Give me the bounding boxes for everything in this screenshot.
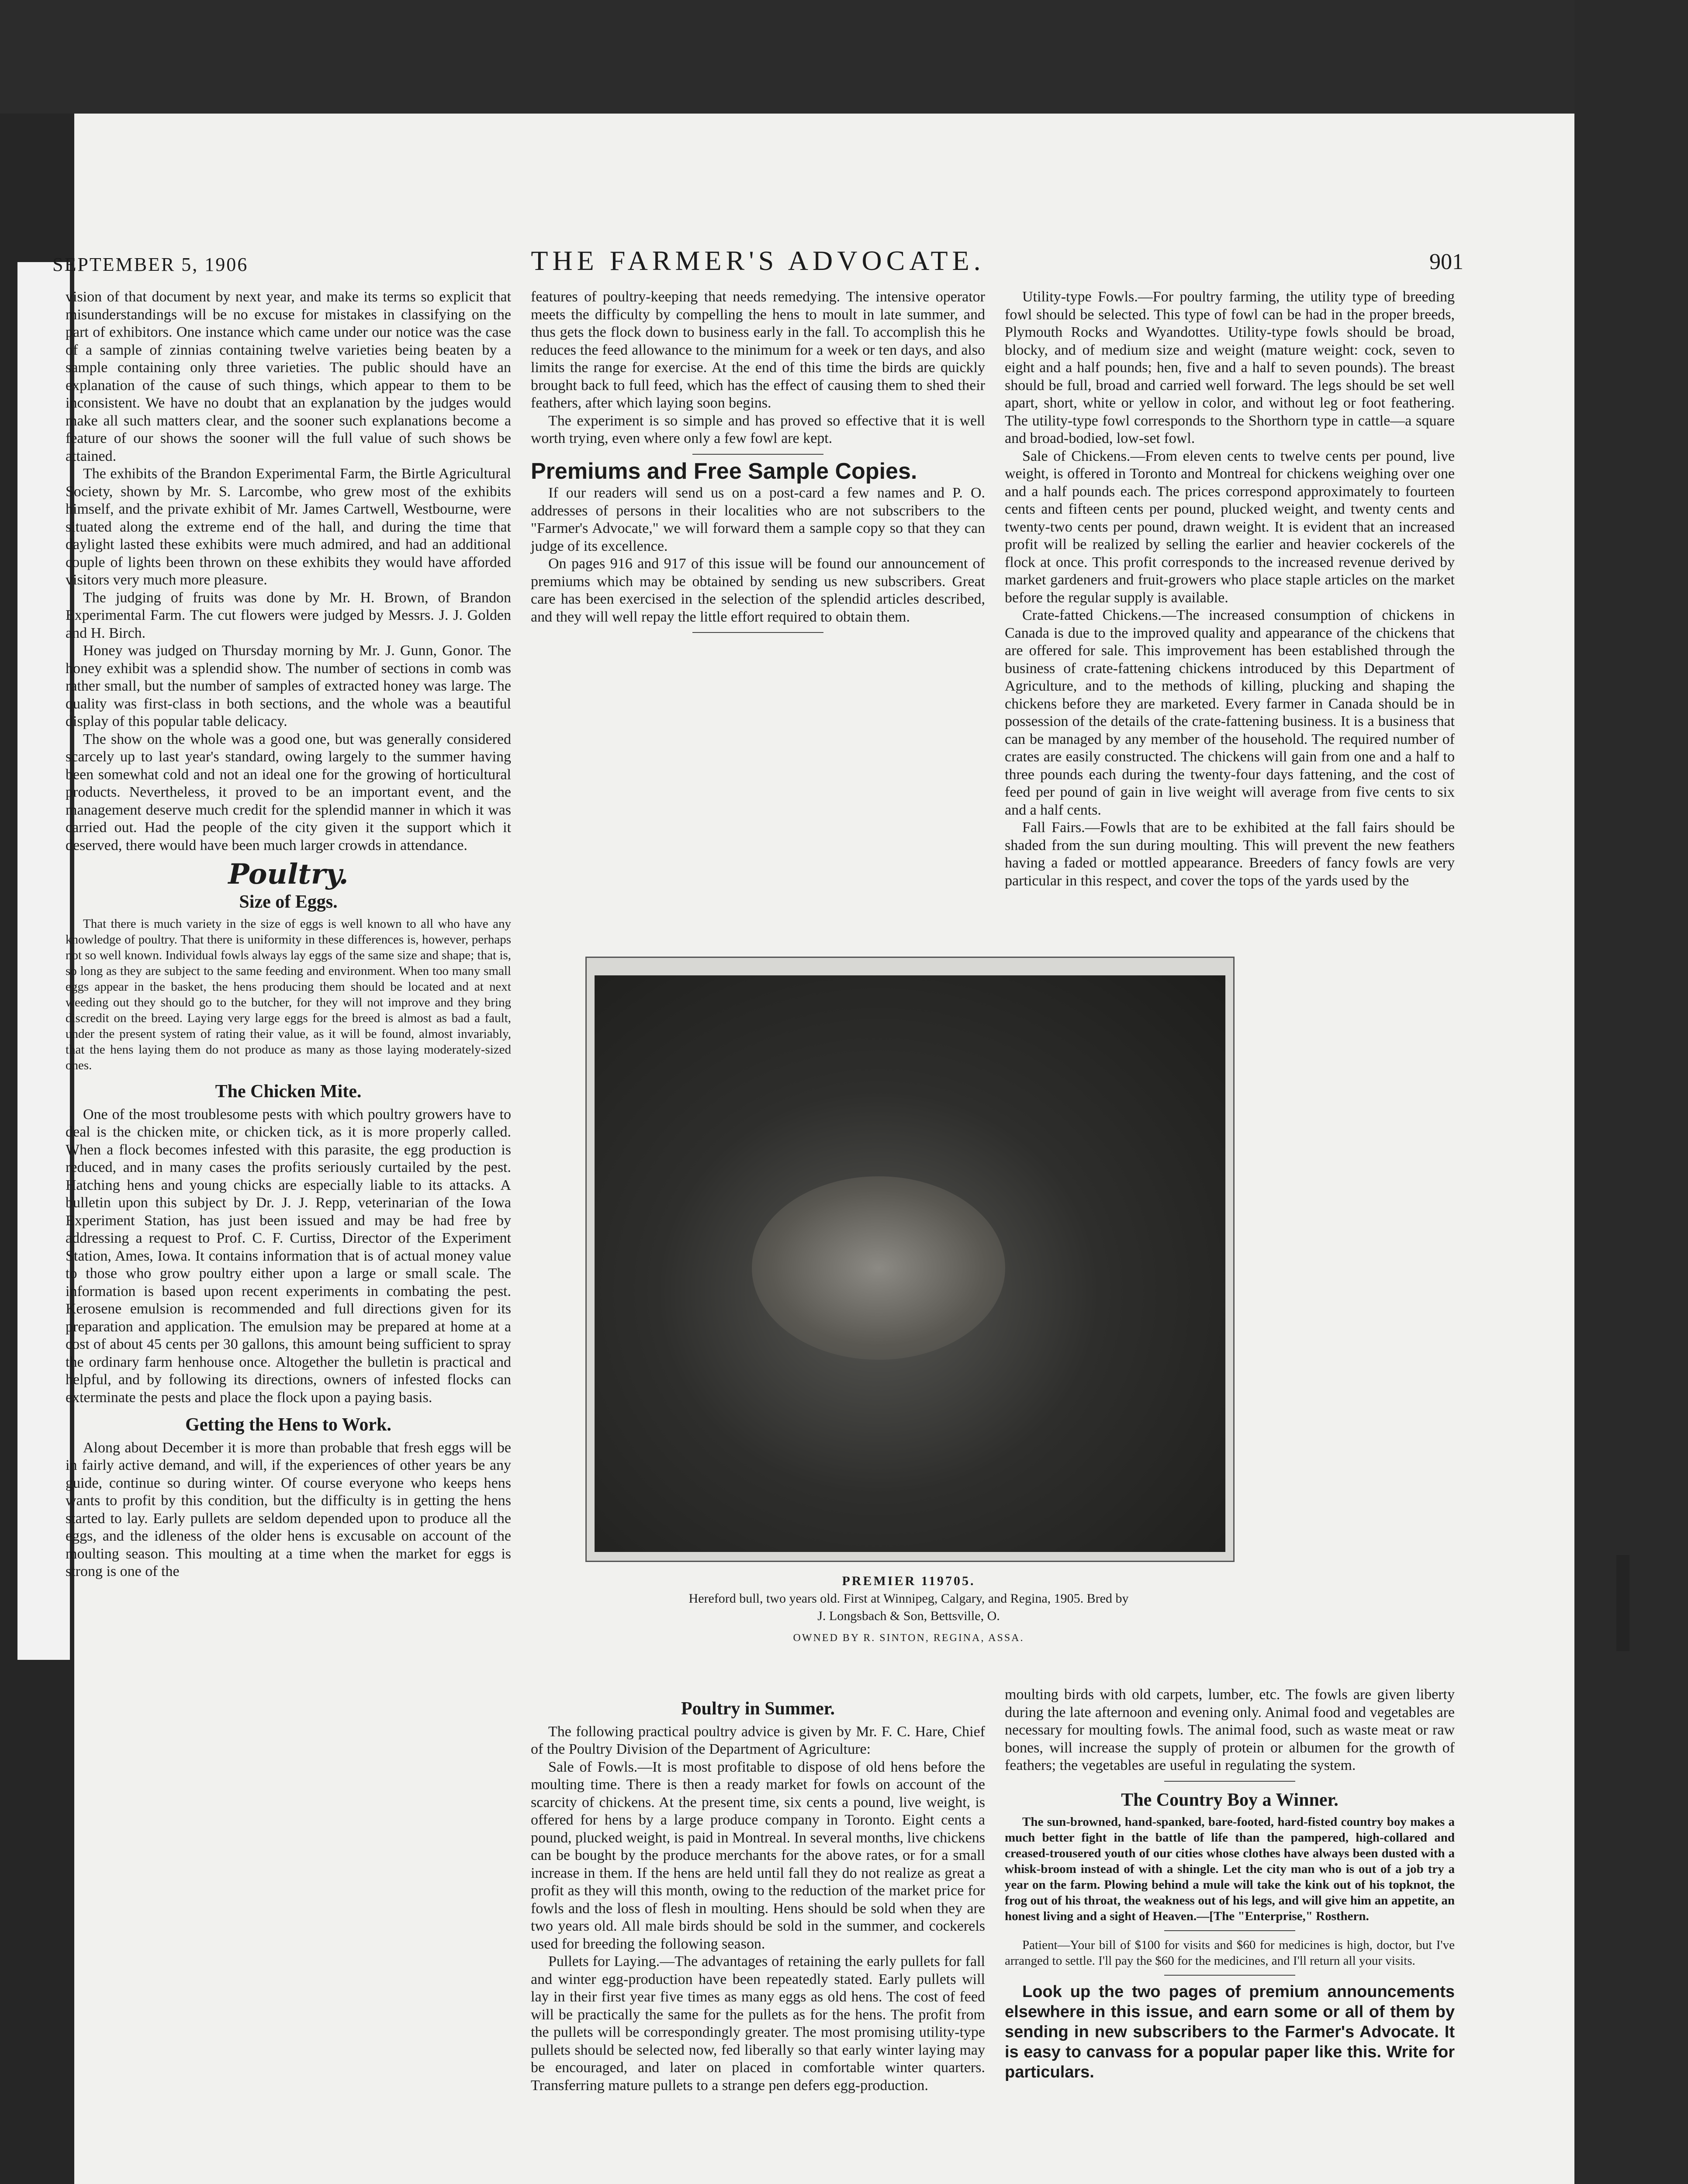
premiums-heading: Premiums and Free Sample Copies. — [531, 458, 917, 484]
article-paragraph: Sale of Chickens.—From eleven cents to twelve cents per pound, live weight, is offered in Toronto and Montreal for chickens weighing over one and a half pounds each. The prices correspond approximately to fourteen cents and fifteen cents per pound, plucked weight, and twenty cents and twenty-two cents per pound, drawn weight. It is evident that an increased profit will be realized by selling the earlier and heavier cockerels of the flock at once. This profit corresponds to the increased revenue derived by market gardeners and fruit-growers who place staple articles on the market before the regular supply is available. — [1005, 448, 1455, 606]
chicken-mite-text: One of the most troublesome pests with which poultry growers have to deal is the chicken mite, or chicken tick, as it is more properly called. When a flock becomes infested with this parasite, the egg production is reduced, and in many cases the profits seriously curtailed by the pest. Hatching hens and young chicks are especially liable to its attacks. A bulletin upon this subject by Dr. J. J. Repp, veterinarian of the Iowa Experiment Station, has just been issued and may be had free by addressing a request to Prof. C. F. Curtiss, Director of the Experiment Station, Ames, Iowa. It contains information that is of actual money value to those who grow poultry either upon a large or small scale. The information is based upon recent experiments in combating the pest. Kerosene emulsion is recommended and full directions given for its preparation and application. The emulsion may be prepared at home at a cost of about 45 cents per 30 gallons, this amount being sufficient to spray the ordinary farm henhouse once. Altogether the bulletin is practical and helpful, and by following its directions, owners of infested flocks can exterminate the pests and place the flock upon a paying basis. — [66, 1106, 511, 1406]
hens-to-work-heading: Getting the Hens to Work. — [185, 1415, 391, 1435]
hereford-bull-figure — [752, 1176, 1005, 1360]
article-paragraph: features of poultry-keeping that needs remedying. The intensive operator meets the difficulty by compelling the hens to moult in late summer, and thus gets the flock down to business early in the fall. To accomplish this he reduces the feed allowance to the minimum for a week or ten days, and also limits the range for exercise. At the end of this time the birds are quickly brought back to full feed, which has the effect of causing them to shed their feathers, after which laying soon begins. — [531, 289, 985, 411]
premiums-paragraph: If our readers will send us on a post-card a few names and P. O. addresses of persons in their localities who are not subscribers to the "Farmer's Advocate," we will forward them a sample copy so that they can judge of its excellence. — [531, 485, 985, 554]
page-number: 901 — [1429, 249, 1463, 274]
photo-title: PREMIER 119705. — [842, 1574, 975, 1588]
previous-page-sliver — [17, 262, 70, 1660]
premium-ad: Look up the two pages of premium announcements elsewhere in this issue, and earn some or all of them by sending in new subscribers to the Farmer's Advocate. It is easy to canvass for a popular paper like this. Write for particulars. — [1005, 1983, 1455, 2081]
patient-joke: Patient—Your bill of $100 for visits and $60 for medicines is high, doctor, but I've arranged to settle. I'll pay the $60 for the medicines, and I'll return all your visits. — [1005, 1938, 1455, 1968]
hens-to-work-text: Along about December it is more than probable that fresh eggs will be in fairly active demand, and will, if the experiences of other years be any guide, continue so during winter. Of course everyone who keeps hens wants to profit by this condition, but the difficulty is in getting the hens started to lay. Early pullets are seldom depended upon to produce all the eggs, and the idleness of the older hens is excusable on account of the moulting season. This moulting at a time when the market for eggs is strong is one of the — [66, 1439, 511, 1579]
article-paragraph: Sale of Fowls.—It is most profitable to dispose of old hens before the moulting time. There is then a ready market for fowls on account of the scarcity of chickens. At the present time, six cents a pound, live weight, is offered for hens by a large produce company in Toronto. Eight cents a pound, plucked weight, is paid in Montreal. In several months, live chickens can be bought by the produce merchants for the above rates, or for a small increase in them. If the hens are held until fall they do not realize as great a profit as they will this month, owing to the reduction of the market price for fowls and the loss of flesh in moulting. Hens should be sold when they are two years old. All male birds should be sold in the summer, and cockerels used for breeding the following season. — [531, 1759, 985, 1952]
caption-line: Hereford bull, two years old. First at Winnipeg, Calgary, and Regina, 1905. Bred by — [688, 1591, 1129, 1606]
divider — [1164, 1975, 1295, 1976]
poultry-section-heading: Poultry. — [228, 858, 349, 891]
divider — [692, 632, 823, 633]
article-paragraph: The following practical poultry advice is given by Mr. F. C. Hare, Chief of the Poultry Division of the Department of Agriculture: — [531, 1723, 985, 1757]
issue-date: SEPTEMBER 5, 1906 — [52, 254, 249, 275]
premiums-paragraph: On pages 916 and 917 of this issue will be found our announcement of premiums which may be obtained by sending us new subscribers. Great care has been exercised in the selection of the splendid articles described, and they will well repay the little effort required to obtain them. — [531, 556, 985, 625]
article-paragraph: Utility-type Fowls.—For poultry farming, the utility type of breeding fowl should be selected. This type of fowl can be had in the proper breeds, Plymouth Rocks and Wyandottes. Utility-type fowls should be broad, blocky, and of medium size and weight (mature weight: cock, seven to eight and a half pounds; hen, five and a half to seven pounds). The breast should be full, broad and carried well forward. The legs should be set well apart, short, white or yellow in color, and without leg or foot feathering. The utility-type fowl corresponds to the Shorthorn type in cattle—a square and broad-bodied, low-set fowl. — [1005, 289, 1455, 446]
bull-photograph-frame — [585, 957, 1235, 1562]
chicken-mite-heading: The Chicken Mite. — [215, 1082, 362, 1102]
publication-title: THE FARMER'S ADVOCATE. — [531, 245, 985, 276]
article-paragraph: The experiment is so simple and has proved so effective that it is well worth trying, even where only a few fowl are kept. — [531, 412, 985, 446]
column-right-bottom — [1005, 1686, 1455, 2082]
divider — [1164, 1930, 1295, 1931]
article-paragraph: Pullets for Laying.—The advantages of retaining the early pullets for fall and winter egg-production have been repeatedly stated. Early pullets will lay in their first year five times as many eggs as old hens. The cost of feed will be practically the same for the pullets as for the hens. The profit from the pullets will be correspondingly greater. The most promising utility-type pullets should be selected now, fed liberally so that early winter laying may be encouraged, and later on placed in comfortable winter quarters. Transferring mature pullets to a strange pen defers egg-production. — [531, 1953, 985, 2094]
photo-owner: OWNED BY R. SINTON, REGINA, ASSA. — [793, 1632, 1024, 1644]
article-paragraph: The exhibits of the Brandon Experimental Farm, the Birtle Agricultural Society, shown by Mr. S. Larcombe, who grew most of the exhibits himself, and the private exhibit of Mr. James Cartwell, Westbourne, were situated along the extreme end of the hall, and during the time that daylight lasted these exhibits were much admired, and had an additional couple of lights been thrown on these exhibits they would have afforded visitors very much more pleasure. — [66, 466, 511, 588]
article-paragraph: Crate-fatted Chickens.—The increased consumption of chickens in Canada is due to the improved quality and appearance of the chickens that are offered for sale. This improvement has been established through the business of crate-fattening chickens introduced by this Department of Agriculture, and to the methods of killing, plucking and shaping the chickens before they are marketed. Every farmer in Canada should be in possession of the details of the crate-fattening business. It is a business that can be managed by any member of the household. The required number of crates are easily constructed. The chickens will gain from one and a half to three pounds each during the twenty-four days fattening, and the cost of feed per pound of gain in live weight will average from five cents to six and a half cents. — [1005, 607, 1455, 818]
article-paragraph: Fall Fairs.—Fowls that are to be exhibited at the fall fairs should be shaded from the sun during moulting. This will prevent the new feathers having a faded or mottled appearance. Breeders of fancy fowls are very particular in this respect, and cover the tops of the yards used by the — [1005, 819, 1455, 889]
poultry-summer-heading: Poultry in Summer. — [681, 1699, 835, 1719]
article-paragraph: vision of that document by next year, and make its terms so explicit that misunderstandings will be no excuse for mistakes in classifying on the part of exhibitors. One instance which came under our notice was the case of a sample of zinnias containing twelve varieties being beaten by a sample containing only three varieties. The public should have an explanation of the cause of such things, which appear to them to be inconsistent. We have no doubt that an explanation by the judges would make all such matters clear, and the sooner such explanations become a feature of our shows the sooner will the full value of such shows be attained. — [66, 289, 511, 464]
article-paragraph: The show on the whole was a good one, but was generally considered scarcely up to last year's standard, owing largely to the summer having been somewhat cold and not an ideal one for the growing of horticultural products. Nevertheless, it proved to be an important event, and the management deserve much credit for the splendid manner in which it was carried out. Had the people of the city given it the support which it deserved, there would have been much larger crowds in attendance. — [66, 731, 511, 854]
size-of-eggs-heading: Size of Eggs. — [239, 892, 338, 912]
size-of-eggs-text: That there is much variety in the size of eggs is well known to all who have any knowledge of poultry. That there is uniformity in these differences is, however, perhaps not so well known. Individual fowls always lay eggs of the same size and shape; that is, so long as they are subject to the same feeding and environment. When too many small eggs appear in the basket, the hens producing them should be located and at next weeding out they should go to the butcher, for they will not improve and they bring discredit on the breed. Laying very large eggs for the breed is almost as bad a fault, under the present system of rating their value, as it will be found, almost invariably, that the hens laying them do not produce as many as those laying moderately-sized ones. — [66, 917, 511, 1072]
caption-line: J. Longsbach & Son, Bettsville, O. — [817, 1609, 1000, 1623]
country-boy-text: The sun-browned, hand-spanked, bare-footed, hard-fisted country boy makes a much better fight in the battle of life than the pampered, high-collared and creased-trousered youth of our cities whose clothes have always been dusted with a whisk-broom instead of with a shingle. Let the city man who is out of a job try a year on the farm. Plowing behind a mule will take the kink out of his topknot, the frog out of his throat, the weakness out of his legs, and will give him an appetite, an honest living and a sight of Heaven.—[The "Enterprise," Rosthern. — [1005, 1815, 1455, 1923]
column-left — [66, 288, 511, 1581]
article-paragraph: moulting birds with old carpets, lumber, etc. The fowls are given liberty during the late afternoon and evening only. Animal food and vegetables are necessary for moulting fowls. The animal food, such as waste meat or raw bones, will increase the supply of protein or albumen for the growth of feathers; the vegetables are useful in regulating the system. — [1005, 1686, 1455, 1773]
divider — [1164, 1781, 1295, 1782]
divider — [692, 454, 823, 455]
photo-caption — [585, 1572, 1232, 1647]
column-middle-bottom — [531, 1690, 985, 2094]
country-boy-heading: The Country Boy a Winner. — [1121, 1790, 1339, 1810]
scan-border-right — [1574, 0, 1688, 2184]
page-header — [52, 245, 1463, 280]
article-paragraph: The judging of fruits was done by Mr. H. Brown, of Brandon Experimental Farm. The cut flowers were judged by Messrs. J. J. Golden and H. Birch. — [66, 589, 511, 641]
scan-border-top — [0, 0, 1688, 114]
column-middle — [531, 288, 985, 639]
bull-photograph — [595, 975, 1225, 1552]
ink-smudge — [1616, 1555, 1629, 1651]
column-right — [1005, 288, 1455, 890]
article-paragraph: Honey was judged on Thursday morning by Mr. J. Gunn, Gonor. The honey exhibit was a splendid show. The number of sections in comb was rather small, but the number of samples of extracted honey was large. The quality was first-class in both sections, and the whole was a beautiful display of this popular table delicacy. — [66, 643, 511, 729]
